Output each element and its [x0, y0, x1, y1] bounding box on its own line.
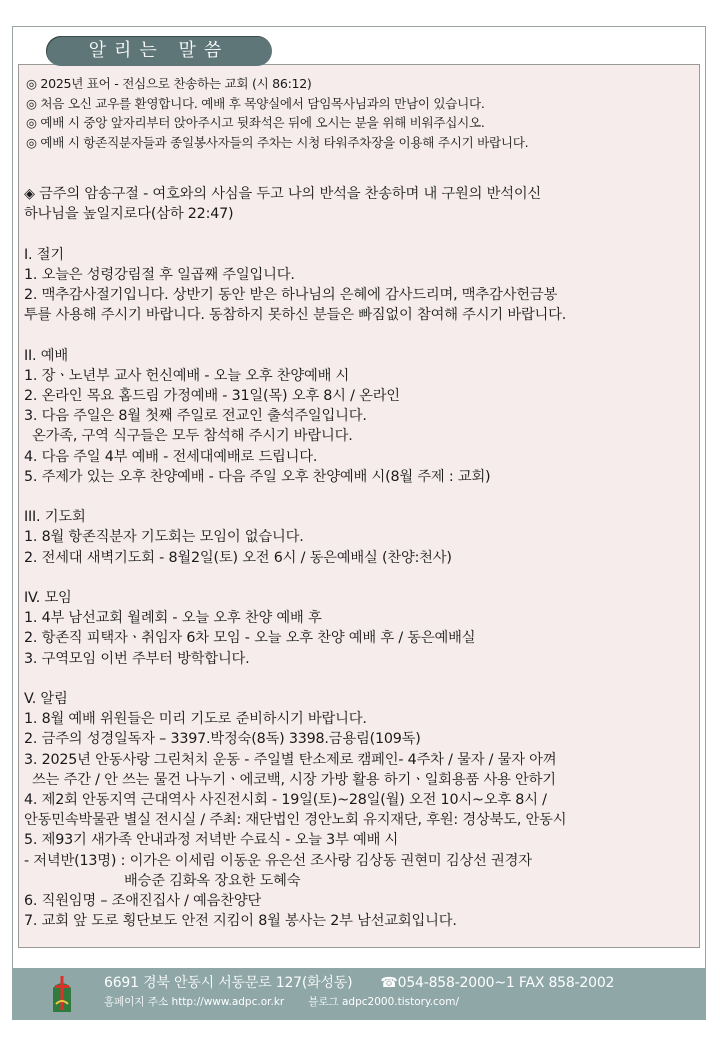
list-item: 4. 제2회 안동지역 근대역사 사진전시회 - 19일(토)~28일(월) 오전 10시~오후 8시 / [24, 792, 547, 809]
list-item: 1. 4부 남선교회 월례회 - 오늘 오후 찬양 예배 후 [24, 610, 322, 627]
list-item: 1. 8월 예배 위원들은 미리 기도로 준비하시기 바랍니다. [24, 711, 367, 728]
list-item: 2. 전세대 새벽기도회 - 8월2일(토) 오전 6시 / 동은예배실 (찬양:천사) [24, 549, 452, 566]
blog-link[interactable]: 블로그 adpc2000.tistory.com/ [308, 996, 459, 1008]
list-item: 3. 다음 주일은 8월 첫째 주일로 전교인 출석주일입니다. [24, 408, 367, 425]
list-item: 4. 다음 주일 4부 예배 - 전세대예배로 드립니다. [24, 448, 318, 465]
list-item: 1. 8월 항존직분자 기도회는 모임이 없습니다. [24, 529, 304, 546]
list-item: 5. 주제가 있는 오후 찬양예배 - 다음 주일 오후 찬양예배 시(8월 주제 : 교회) [24, 468, 491, 485]
list-item: 2. 맥추감사절기입니다. 상반기 동안 받은 하나님의 은혜에 감사드리며, 맥추감사헌금봉 [24, 287, 558, 303]
footer [12, 968, 706, 1020]
list-item: 배승준 김화옥 장요한 도혜숙 [124, 872, 301, 889]
top-notes [26, 74, 696, 152]
announcements-body [24, 184, 696, 931]
list-item: 온가족, 구역 식구들은 모두 참석해 주시기 바랍니다. [32, 428, 353, 445]
note-parking: ◎ 예배 시 항존직분자들과 종일봉사자들의 주차는 시청 타워주차장을 이용해 주시기 바랍니다. [26, 134, 529, 150]
section-heading: III. 기도회 [24, 509, 86, 526]
list-item: 2. 금주의 성경일독자 – 3397.박정숙(8독) 3398.금용림(109독) [24, 731, 421, 748]
footer-links [104, 994, 459, 1009]
list-item: 쓰는 주간 / 안 쓰는 물건 나누기ㆍ에코백, 시장 가방 활용 하기ㆍ일회용품 사용 안하기 [32, 771, 556, 788]
note-motto: ◎ 2025년 표어 - 전심으로 찬송하는 교회 (시 86:12) [26, 76, 312, 91]
section-heading: II. 예배 [24, 347, 68, 364]
list-item: 6. 직원임명 – 조애진집사 / 예음찬양단 [24, 893, 262, 910]
church-phone: ☎054-858-2000~1 FAX 858-2002 [380, 975, 615, 991]
list-item: 1. 장ㆍ노년부 교사 헌신예배 - 오늘 오후 찬양예배 시 [24, 367, 350, 384]
church-address: 6691 경북 안동시 서동문로 127(화성동) [104, 975, 353, 991]
list-item: 투를 사용해 주시기 바랍니다. 동참하지 못하신 분들은 빠짐없이 참여해 주시기 바랍니다. [24, 307, 567, 324]
list-item: 2. 온라인 목요 홈드림 가정예배 - 31일(목) 오후 8시 / 온라인 [24, 388, 400, 404]
list-item: 2. 항존직 피택자ㆍ취임자 6차 모임 - 오늘 오후 찬양 예배 후 / 동은예배실 [24, 630, 476, 647]
homepage-link[interactable]: 홈페이지 주소 http://www.adpc.or.kr [104, 996, 285, 1008]
note-welcome: ◎ 처음 오신 교우를 환영합니다. 예배 후 목양실에서 담임목사님과의 만남이 있습니다. [26, 95, 485, 111]
list-item: 7. 교회 앞 도로 횡단보도 안전 지킴이 8월 봉사는 2부 남선교회입니다. [24, 913, 457, 930]
note-seating: ◎ 예배 시 중앙 앞자리부터 앉아주시고 뒷좌석은 뒤에 오시는 분을 위해 비워주십시오. [26, 115, 485, 130]
memory-verse-line: ◈ 금주의 암송구절 - 여호와의 사심을 두고 나의 반석을 찬송하며 내 구원의 반석이신 [24, 186, 542, 202]
list-item: 3. 구역모임 이번 주부터 방학합니다. [24, 650, 250, 667]
list-item: 3. 2025년 안동사랑 그린처치 운동 - 주일별 탄소제로 캠페인- 4주차 / 물자 / 물자 아껴 [24, 751, 557, 768]
page-title: 알리는 말씀 [46, 36, 272, 66]
list-item: 5. 제93기 새가족 안내과정 저녁반 수료식 - 오늘 3부 예배 시 [24, 832, 399, 849]
footer-contact [104, 972, 614, 992]
list-item: - 저녁반(13명) : 이가은 이세림 이동운 유은선 조사랑 김상동 권현미 김상선 권경자 [24, 852, 532, 869]
section-heading: V. 알림 [24, 691, 68, 707]
section-heading: IV. 모임 [24, 590, 72, 606]
section-heading: I. 절기 [24, 246, 64, 263]
list-item: 안동민속박물관 별실 전시실 / 주최: 재단법인 경안노회 유지재단, 후원: 경상북도, 안동시 [24, 812, 567, 829]
church-cross-logo-icon [50, 974, 74, 1014]
memory-verse-line: 하나님을 높일지로다(삼하 22:47) [24, 206, 234, 223]
list-item: 1. 오늘은 성령강림절 후 일곱째 주일입니다. [24, 266, 295, 283]
